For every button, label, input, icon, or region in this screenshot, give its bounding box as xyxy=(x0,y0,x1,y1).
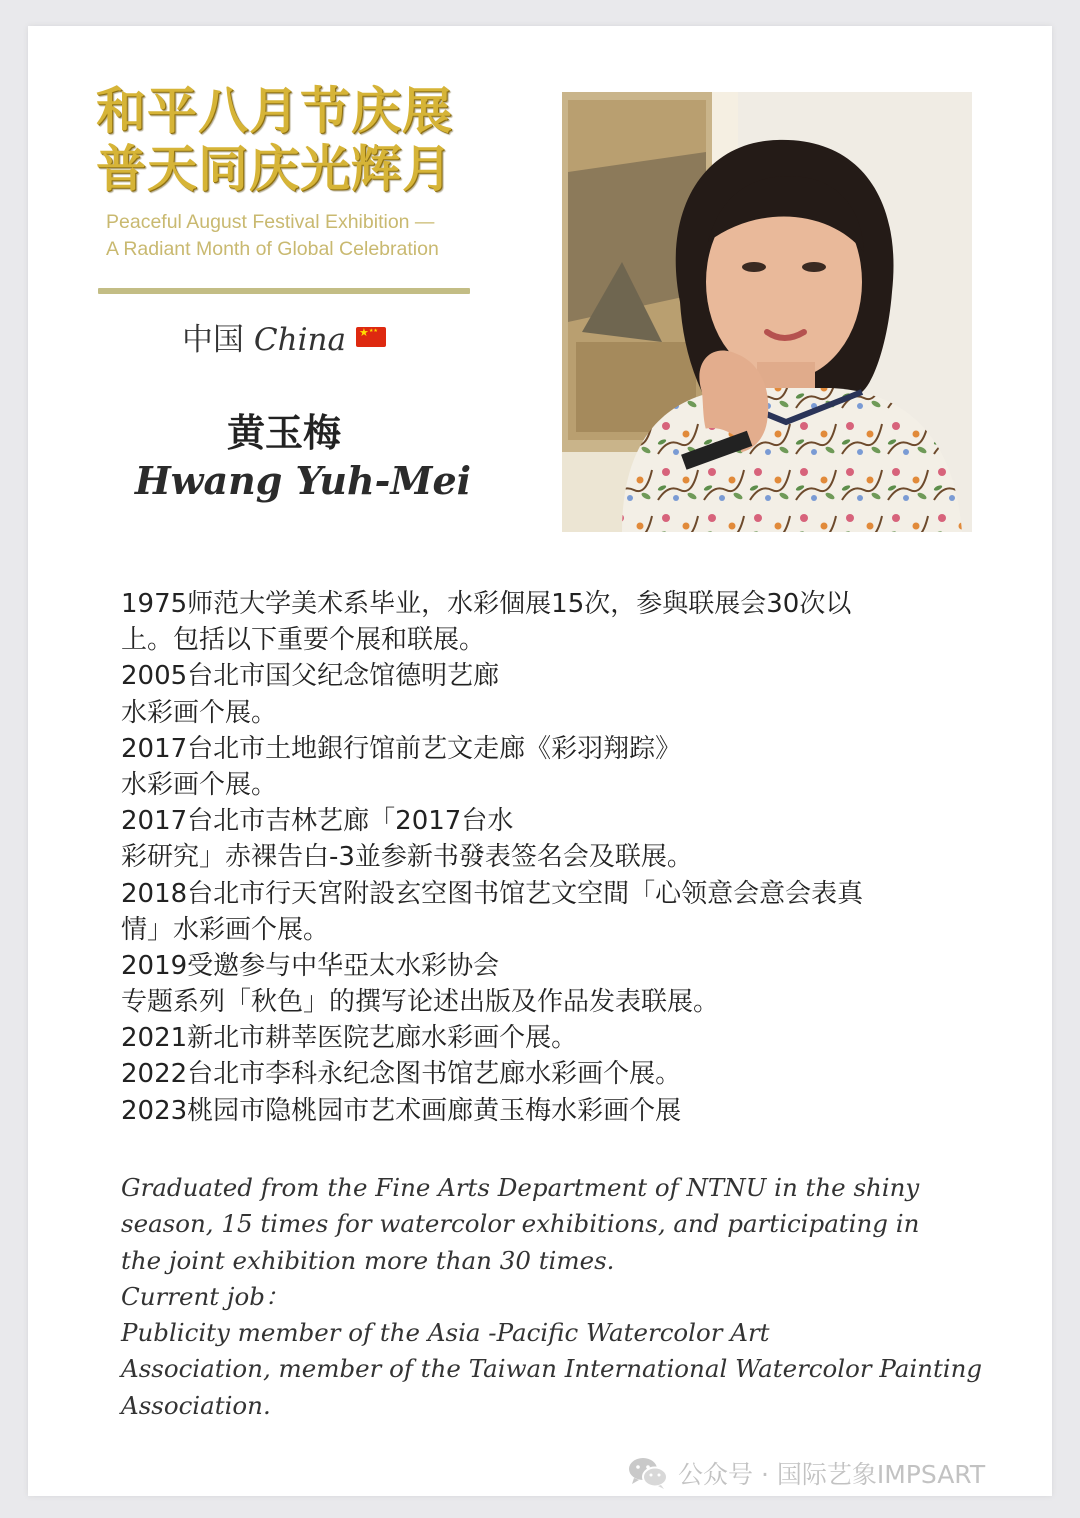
bio-en-line: the joint exhibition more than 30 times. xyxy=(121,1245,615,1275)
bio-cn-line: 上。包括以下重要个展和联展。 xyxy=(121,625,486,656)
bio-en-line: Association. xyxy=(121,1390,271,1420)
bio-cn-line: 2021新北市耕莘医院艺廊水彩画个展。 xyxy=(121,1023,578,1054)
china-flag-icon xyxy=(356,327,386,347)
title-cn-line-2: 普天同庆光辉月 xyxy=(96,140,453,198)
bio-en-line: Current job： xyxy=(121,1281,290,1311)
bio-cn-line: 彩研究」赤裸告白-3並参新书發表签名会及联展。 xyxy=(121,842,693,873)
bio-cn-line: 2023桃园市隐桃园市艺术画廊黄玉梅水彩画个展 xyxy=(121,1095,682,1126)
title-en-line-2: A Radiant Month of Global Celebration xyxy=(106,238,439,260)
exhibition-title-cn xyxy=(96,82,476,198)
bio-cn-line: 2017台北市吉林艺廊「2017台水 xyxy=(121,806,514,837)
artist-country xyxy=(98,314,470,359)
artist-portrait xyxy=(562,92,972,532)
title-cn-line-1: 和平八月节庆展 xyxy=(96,82,453,140)
account-watermark xyxy=(628,1456,985,1492)
bio-cn-line: 情」水彩画个展。 xyxy=(121,914,330,945)
biography-cn xyxy=(121,586,1001,1129)
bio-cn-line: 水彩画个展。 xyxy=(121,769,278,800)
bio-cn-line: 2019受邀参与中华亞太水彩协会 xyxy=(121,950,500,981)
artist-name-cn: 黄玉梅 xyxy=(226,411,341,455)
country-cn: 中国 xyxy=(182,322,245,358)
bio-cn-line: 2022台北市李科永纪念图书馆艺廊水彩画个展。 xyxy=(121,1059,682,1090)
bio-en-line: Graduated from the Fine Arts Department of NTNU in the shiny xyxy=(121,1173,920,1202)
watermark-text: 公众号 · 国际艺象IMPSART xyxy=(678,1460,986,1489)
artist-name-en: Hwang Yuh-Mei xyxy=(134,458,472,503)
bio-cn-line: 水彩画个展。 xyxy=(121,697,278,728)
bio-en-line: Publicity member of the Asia -Pacific Watercolor Art xyxy=(121,1318,770,1348)
bio-cn-line: 2017台北市土地銀行馆前艺文走廊《彩羽翔踪》 xyxy=(121,733,682,764)
exhibition-title-en xyxy=(106,209,486,263)
title-en-line-1: Peaceful August Festival Exhibition — xyxy=(106,211,435,233)
bio-cn-line: 2005台北市国父纪念馆德明艺廊 xyxy=(121,661,500,692)
title-divider xyxy=(98,288,470,294)
country-en: China xyxy=(253,322,346,358)
bio-cn-line: 2018台北市行天宮附設玄空图书馆艺文空間「心领意会意会表真 xyxy=(121,878,864,909)
bio-en-line: season, 15 times for watercolor exhibitions, and participating in xyxy=(121,1209,920,1239)
bio-cn-line: 1975师范大学美术系毕业，水彩個展15次，参與联展会30次以 xyxy=(121,589,852,619)
bio-cn-line: 专题系列「秋色」的撰写论述出版及作品发表联展。 xyxy=(121,987,720,1018)
biography-en xyxy=(121,1170,1021,1424)
profile-card xyxy=(28,26,1052,1496)
bio-en-line: Association, member of the Taiwan International Watercolor Painting xyxy=(121,1354,983,1384)
wechat-icon xyxy=(628,1456,668,1490)
